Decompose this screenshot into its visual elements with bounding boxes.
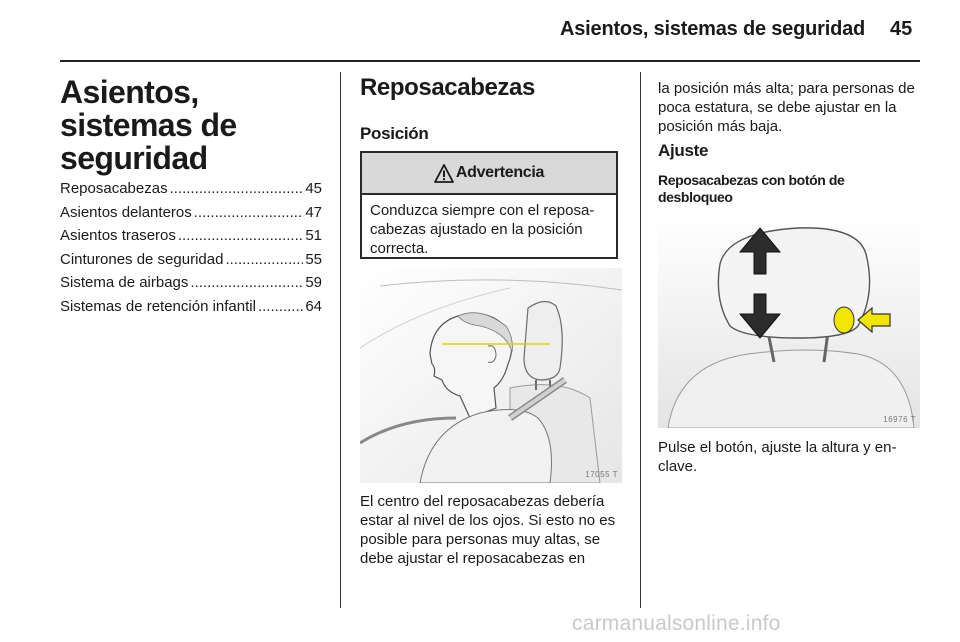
column-divider-left: [340, 72, 341, 608]
toc-item-label: Sistema de airbags: [60, 274, 189, 292]
paragraph-eye-level: El centro del reposacabezas debería estar al nivel de los ojos. Si esto no es posible para personas muy altas, se debe ajustar el reposacabezas en: [360, 493, 616, 567]
paragraph-press-button: Pulse el botón, ajuste la altura y en-clave.: [658, 439, 897, 475]
toc-item[interactable]: [60, 298, 322, 322]
figure-code: 16976 T: [883, 415, 916, 424]
toc-item-label: Asientos traseros: [60, 227, 176, 245]
warning-box: [360, 151, 618, 259]
toc-leader-dots: [178, 227, 303, 244]
driver-headrest-drawing: [360, 268, 622, 483]
figure-code: 17055 T: [585, 470, 618, 479]
toc-leader-dots: [194, 204, 304, 221]
headrest-button-drawing: [658, 214, 920, 428]
toc-item-page: 47: [305, 203, 322, 221]
toc-item[interactable]: [60, 274, 322, 298]
toc-item-label: Asientos delanteros: [60, 203, 192, 221]
toc-leader-dots: [258, 298, 303, 315]
subsection-title-adjust: Ajuste: [658, 141, 709, 160]
toc-item-label: Sistemas de retención infantil: [60, 297, 256, 315]
watermark: carmanualsonline.info: [572, 612, 781, 635]
toc-item-page: 45: [305, 180, 322, 197]
warning-header: [362, 153, 616, 195]
chapter-title: Asientos, sistemas de seguridad: [60, 74, 237, 176]
toc-leader-dots: [170, 180, 304, 197]
headrest-position-illustration: [360, 268, 622, 483]
subsection-title-position: Posición: [360, 124, 429, 143]
paragraph-continued: la posición más alta; para personas de poca estatura, se debe ajustar en la posición más baja.: [658, 80, 915, 135]
toc-item[interactable]: [60, 180, 322, 204]
toc-item-page: 55: [305, 250, 322, 268]
toc-item-page: 64: [305, 297, 322, 315]
toc-item-label: Reposacabezas: [60, 180, 168, 197]
toc-item-page: 51: [305, 227, 322, 245]
column-divider-right: [640, 72, 641, 608]
toc-item[interactable]: [60, 204, 322, 228]
toc-leader-dots: [225, 251, 303, 268]
header-rule: [60, 60, 920, 62]
headrest-adjust-illustration: [658, 214, 920, 428]
toc-leader-dots: [190, 274, 303, 291]
toc-item-label: Cinturones de seguridad: [60, 250, 224, 268]
table-of-contents: [60, 180, 322, 322]
toc-item-page: 59: [305, 274, 322, 292]
warning-title: Advertencia: [455, 164, 545, 181]
running-header-title: Asientos, sistemas de seguridad: [560, 18, 866, 40]
page-number: 45: [890, 18, 913, 40]
toc-item[interactable]: [60, 251, 322, 275]
warning-triangle-icon: [434, 164, 454, 183]
warning-text: Conduzca siempre con el reposa-cabezas ajustado en la posición correcta.: [370, 202, 595, 257]
section-title: Reposacabezas: [360, 74, 535, 101]
subheading-unlock-button: Reposacabezas con botón de desbloqueo: [658, 172, 845, 205]
toc-item[interactable]: [60, 227, 322, 251]
